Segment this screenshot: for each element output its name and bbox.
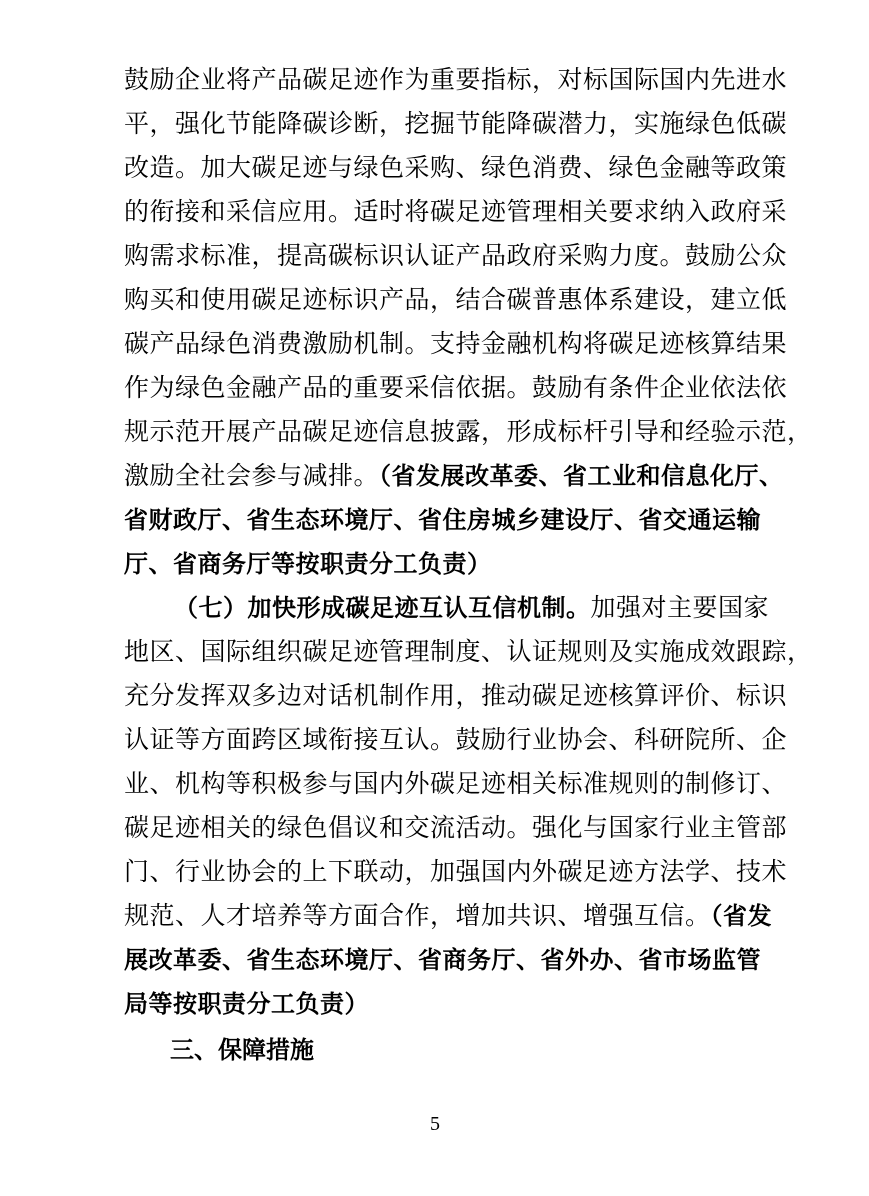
text-line: 作为绿色金融产品的重要采信依据。鼓励有条件企业依法依 [124, 373, 788, 402]
text-line: （七）加快形成碳足迹互认互信机制。加强对主要国家 [174, 593, 770, 622]
text-line: 购需求标准，提高碳标识认证产品政府采购力度。鼓励公众 [124, 241, 788, 270]
page-number: 5 [430, 1113, 440, 1135]
responsibility-note: 省财政厅、省生态环境厅、省住房城乡建设厅、省交通运输 [124, 506, 761, 534]
text-line: 门、行业协会的上下联动，加强国内外碳足迹方法学、技术 [124, 857, 788, 886]
text-line: 碳产品绿色消费激励机制。支持金融机构将碳足迹核算结果 [124, 329, 788, 358]
text-line: 平，强化节能降碳诊断，挖掘节能降碳潜力，实施绿色低碳 [124, 109, 788, 138]
subsection-title: （七）加快形成碳足迹互认互信机制。 [174, 594, 591, 622]
responsibility-note: （省发 [710, 902, 773, 930]
text-line: 认证等方面跨区域衔接互认。鼓励行业协会、科研院所、企 [124, 725, 788, 754]
text-line: 碳足迹相关的绿色倡议和交流活动。强化与国家行业主管部 [124, 813, 788, 842]
responsibility-note: 局等按职责分工负责） [124, 990, 369, 1018]
text-line: 改造。加大碳足迹与绿色采购、绿色消费、绿色金融等政策 [124, 153, 788, 182]
responsibility-note: 展改革委、省生态环境厅、省商务厅、省外办、省市场监管 [124, 946, 761, 974]
text-line: 充分发挥双多边对话机制作用，推动碳足迹核算评价、标识 [124, 681, 788, 710]
text-line: 的衔接和采信应用。适时将碳足迹管理相关要求纳入政府采 [124, 197, 788, 226]
text-line: 规示范开展产品碳足迹信息披露，形成标杆引导和经验示范， [124, 417, 813, 446]
text-line: 业、机构等积极参与国内外碳足迹相关标准规则的制修订、 [124, 769, 788, 798]
text-line: 购买和使用碳足迹标识产品，结合碳普惠体系建设，建立低 [124, 285, 788, 314]
text-line: 激励全社会参与减排。（省发展改革委、省工业和信息化厅、 [124, 461, 784, 490]
section-heading: 三、保障措施 [170, 1036, 314, 1064]
text-line: 地区、国际组织碳足迹管理制度、认证规则及实施成效跟踪， [124, 637, 813, 666]
text-line: 鼓励企业将产品碳足迹作为重要指标，对标国际国内先进水 [124, 65, 788, 94]
text-line: 规范、人才培养等方面合作，增加共识、增强互信。（省发 [124, 901, 773, 930]
responsibility-note: 厅、省商务厅等按职责分工负责） [124, 550, 492, 578]
responsibility-note: （省发展改革委、省工业和信息化厅、 [379, 462, 784, 490]
